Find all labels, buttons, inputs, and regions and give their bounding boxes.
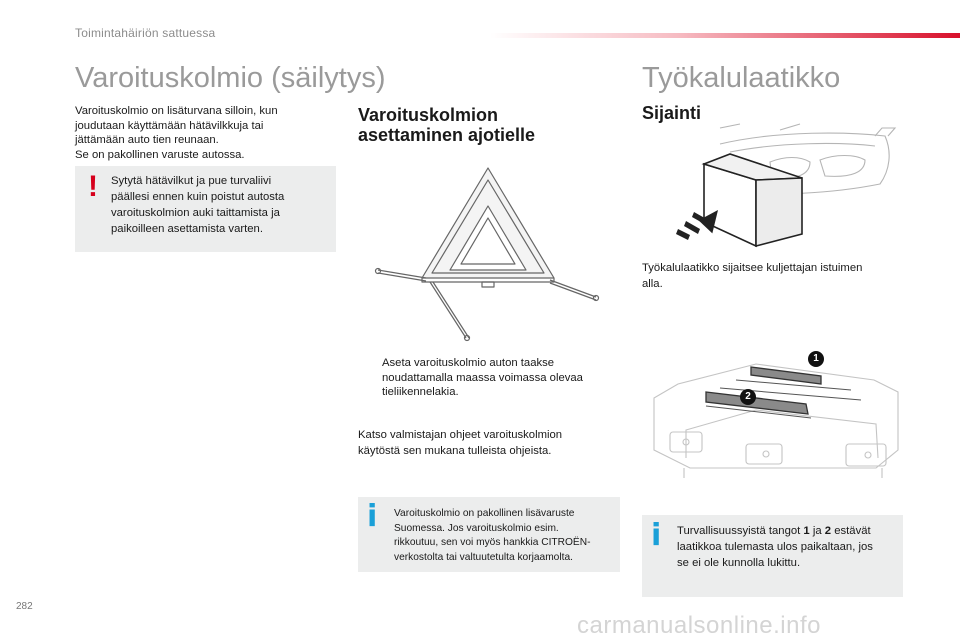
toolbox-info-line: laatikkoa tulemasta ulos paikaltaan, jos xyxy=(677,541,873,553)
watermark: carmanualsonline.info xyxy=(577,612,821,639)
bar-number-1: 1 xyxy=(803,525,810,537)
warning-line: varoituskolmion auki taittamista ja xyxy=(111,207,280,219)
section-title: Toimintahäiriön sattuessa xyxy=(75,26,216,40)
info-text xyxy=(394,507,619,565)
note-line: Katso valmistajan ohjeet varoituskolmion xyxy=(358,429,563,441)
heading-line: Varoituskolmion xyxy=(358,105,499,125)
warning-text xyxy=(111,173,331,237)
bullet-line: noudattamalla maassa voimassa olevaa xyxy=(382,371,583,384)
info-box-triangle xyxy=(358,497,620,572)
toolbox-location-text xyxy=(642,260,912,292)
info-box-toolbox xyxy=(642,515,903,597)
bullet-line: tieliikennelakia. xyxy=(382,386,459,399)
toolbox-bars-illustration xyxy=(646,340,904,485)
intro-line: Varoituskolmio on lisäturvana silloin, kun xyxy=(75,105,278,117)
manufacturer-note xyxy=(358,427,618,459)
triangle-bullet xyxy=(363,356,613,400)
info-line: rikkoutuu, sen voi myös hankkia CITROËN- xyxy=(394,537,591,548)
intro-line: jättämään auto tien reunaan. xyxy=(75,134,219,147)
exclamation-icon: ! xyxy=(88,170,98,203)
intro-line: joudutaan käyttämään hätävilkkuja tai xyxy=(75,119,264,132)
warning-line: Sytytä hätävilkut ja pue turvaliivi xyxy=(111,175,272,187)
text-fragment: ja xyxy=(809,525,825,537)
location-line: Työkalulaatikko sijaitsee kuljettajan istuimen xyxy=(642,262,863,274)
bar-number-2: 2 xyxy=(824,525,832,537)
toolbox-info-text xyxy=(677,523,901,571)
note-line: käytöstä sen mukana tulleista ohjeista. xyxy=(358,445,552,457)
warning-triangle-illustration xyxy=(368,160,608,345)
info-icon: i xyxy=(367,499,378,534)
triangle-intro xyxy=(75,104,335,162)
toolbox-info-line xyxy=(677,523,901,539)
toolbox-info-line: se ei ole kunnolla lukittu. xyxy=(677,557,801,569)
info-line: Suomessa. Jos varoituskolmio esim. xyxy=(394,522,559,534)
triangle-storage-title: Varoituskolmio (säilytys) xyxy=(75,62,386,94)
text-fragment: estävät xyxy=(831,525,871,537)
callout-2: 2 xyxy=(740,389,756,405)
page-number: 282 xyxy=(16,601,33,612)
warning-box xyxy=(75,166,336,252)
intro-line: Se on pakollinen varuste autossa. xyxy=(75,148,245,161)
toolbox-title: Työkalulaatikko xyxy=(642,62,841,94)
callout-1: 1 xyxy=(808,351,824,367)
heading-line: asettaminen ajotielle xyxy=(358,125,536,145)
warning-line: päällesi ennen kuin poistut autosta xyxy=(111,191,285,203)
info-line: Varoituskolmio on pakollinen lisävaruste xyxy=(394,508,575,519)
header-accent-bar xyxy=(490,33,960,38)
info-icon: i xyxy=(651,518,662,553)
toolbox-location-illustration xyxy=(660,122,900,254)
warning-line: paikoilleen asettamista varten. xyxy=(111,223,263,235)
bullet-line: Aseta varoituskolmio auton taakse xyxy=(382,357,555,369)
triangle-placement-heading xyxy=(358,105,535,145)
info-line: verkostolta tai valtuutetulta korjaamolta. xyxy=(394,551,573,563)
location-heading: Sijainti xyxy=(642,103,702,123)
text-fragment: Turvallisuussyistä tangot xyxy=(677,525,804,537)
seat-toolbox-drawing xyxy=(646,340,904,485)
location-line: alla. xyxy=(642,278,663,290)
